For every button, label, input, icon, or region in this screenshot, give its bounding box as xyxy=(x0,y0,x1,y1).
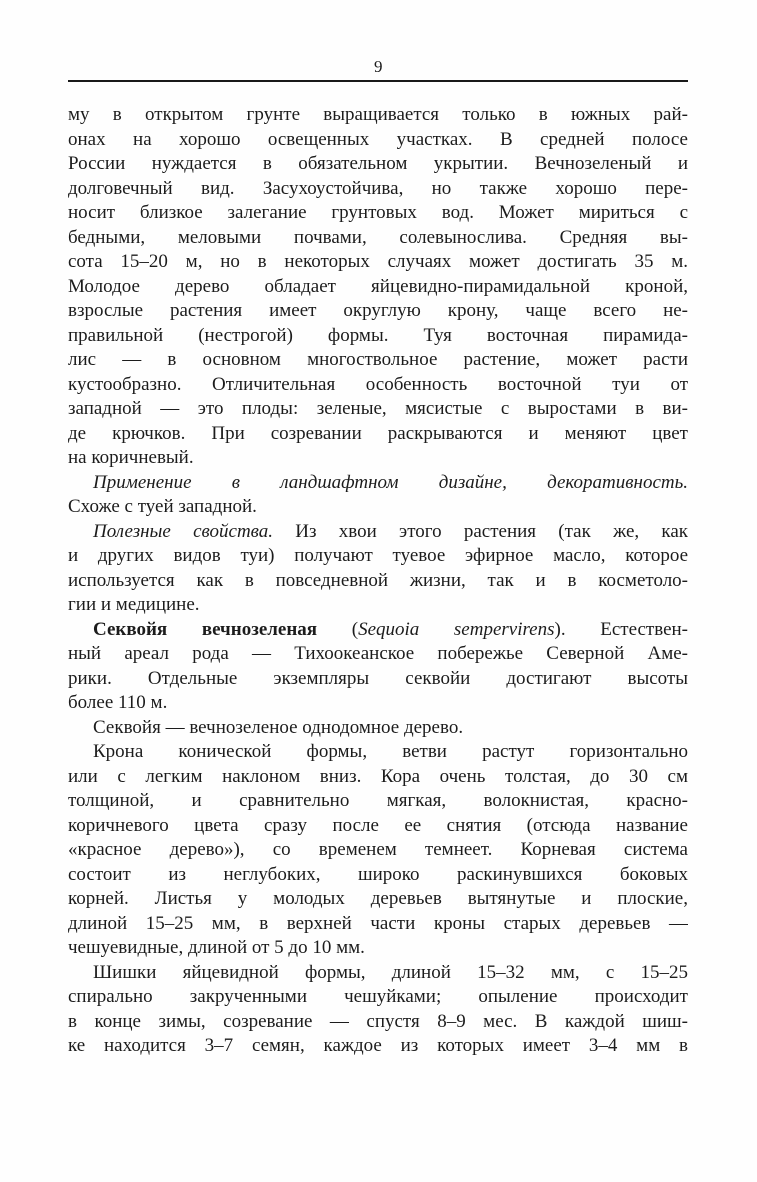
text-line xyxy=(68,544,688,569)
text-line xyxy=(68,226,688,251)
text-line xyxy=(68,275,688,300)
text-line xyxy=(68,642,688,667)
text-segment: Молодое дерево обладает яйцевидно-пирамидальной кроной, xyxy=(68,275,688,297)
text-segment: длиной 15–25 мм, в верхней части кроны старых деревьев — xyxy=(68,912,688,934)
text-line xyxy=(68,520,688,545)
text-line xyxy=(68,177,688,202)
text-line xyxy=(68,912,688,937)
text-segment: ( xyxy=(317,618,359,640)
text-line xyxy=(68,397,688,422)
text-segment: ). Естествен- xyxy=(554,618,688,640)
text-line xyxy=(68,716,688,741)
text-segment: Крона конической формы, ветви растут горизонтально xyxy=(93,741,688,762)
text-line xyxy=(68,422,688,447)
text-line xyxy=(68,373,688,398)
text-segment: России нуждается в обязательном укрытии. Вечнозеленый и xyxy=(68,153,688,174)
text-line xyxy=(68,569,688,594)
text-line xyxy=(68,446,688,471)
text-segment: рики. Отдельные экземпляры секвойи достигают высоты xyxy=(68,667,688,689)
text-segment: сота 15–20 м, но в некоторых случаях может достигать 35 м. xyxy=(68,251,688,272)
text-line xyxy=(68,961,688,986)
text-line xyxy=(68,985,688,1010)
page-number: 9 xyxy=(374,57,383,76)
text-line xyxy=(68,593,688,618)
text-line xyxy=(68,814,688,839)
text-line xyxy=(68,838,688,863)
text-segment: му в открытом грунте выращивается только в южных рай- xyxy=(68,104,688,125)
text-line xyxy=(68,863,688,888)
italic-text-segment: Полезные свойства. xyxy=(93,520,274,542)
text-line xyxy=(68,152,688,177)
text-segment: и других видов туи) получают туевое эфирное масло, которое xyxy=(68,545,688,566)
bold-text-segment: Секвойя вечнозеленая xyxy=(93,618,318,640)
text-line xyxy=(68,128,688,153)
text-segment: кустообразно. Отличительная особенность восточной туи от xyxy=(68,373,688,395)
text-segment: в конце зимы, созревание — спустя 8–9 мес. В каждой шиш- xyxy=(68,1010,688,1032)
italic-text-segment: Применение в ландшафтном дизайне, декоративность. xyxy=(93,471,688,493)
text-line xyxy=(68,1010,688,1035)
text-segment: используется как в повседневной жизни, так и в косметоло- xyxy=(68,569,688,591)
text-segment: правильной (нестрогой) формы. Туя восточная пирамида- xyxy=(68,324,688,346)
text-segment: состоит из неглубоких, широко раскинувшихся боковых xyxy=(68,863,688,885)
text-segment: или с легким наклоном вниз. Кора очень толстая, до 30 см xyxy=(68,765,688,787)
text-segment: долговечный вид. Засухоустойчива, но также хорошо пере- xyxy=(68,177,688,199)
text-line xyxy=(68,691,688,716)
text-segment: спирально закрученными чешуйками; опыление происходит xyxy=(68,986,688,1007)
body-text xyxy=(68,103,688,1059)
text-segment: гии и медицине. xyxy=(68,594,200,615)
text-line xyxy=(68,495,688,520)
text-segment: взрослые растения имеет округлую крону, чаще всего не- xyxy=(68,300,688,321)
text-line xyxy=(68,667,688,692)
text-line xyxy=(68,324,688,349)
text-segment: более 110 м. xyxy=(68,692,168,713)
text-segment: носит близкое залегание грунтовых вод. Может мириться с xyxy=(68,202,688,223)
text-segment: Из хвои этого растения (так же, как xyxy=(273,520,688,542)
text-segment: «красное дерево»), со временем темнеет. Корневая система xyxy=(68,839,688,860)
text-segment: ке находится 3–7 семян, каждое из которых имеет 3–4 мм в xyxy=(68,1035,688,1056)
header-rule xyxy=(68,80,688,82)
text-segment: на коричневый. xyxy=(68,447,194,468)
text-segment: Шишки яйцевидной формы, длиной 15–32 мм, с 15–25 xyxy=(93,961,688,983)
text-segment: корней. Листья у молодых деревьев вытянутые и плоские, xyxy=(68,888,688,909)
text-segment: де крючков. При созревании раскрываются и меняют цвет xyxy=(68,422,688,444)
text-line xyxy=(68,103,688,128)
text-line xyxy=(68,765,688,790)
text-line xyxy=(68,299,688,324)
text-line xyxy=(68,740,688,765)
text-line xyxy=(68,618,688,643)
text-line xyxy=(68,471,688,496)
text-segment: западной — это плоды: зеленые, мясистые с выростами в ви- xyxy=(68,398,688,419)
text-segment: Схоже с туей западной. xyxy=(68,496,257,517)
text-segment: ный ареал рода — Тихоокеанское побережье Северной Аме- xyxy=(68,643,688,664)
text-segment: бедными, меловыми почвами, солевынослива. Средняя вы- xyxy=(68,226,688,248)
text-segment: чешуевидные, длиной от 5 до 10 мм. xyxy=(68,937,365,958)
text-segment: коричневого цвета сразу после ее снятия (отсюда название xyxy=(68,814,688,836)
text-line xyxy=(68,789,688,814)
text-line xyxy=(68,201,688,226)
text-line xyxy=(68,250,688,275)
text-line xyxy=(68,936,688,961)
page-header xyxy=(0,0,757,82)
text-line xyxy=(68,887,688,912)
text-segment: онах на хорошо освещенных участках. В средней полосе xyxy=(68,128,688,150)
italic-text-segment: Sequoia sempervirens xyxy=(358,618,555,640)
text-segment: толщиной, и сравнительно мягкая, волокнистая, красно- xyxy=(68,790,688,811)
text-line xyxy=(68,1034,688,1059)
text-segment: лис — в основном многоствольное растение, может расти xyxy=(68,349,688,370)
text-line xyxy=(68,348,688,373)
text-segment: Секвойя — вечнозеленое однодомное дерево. xyxy=(93,716,464,738)
